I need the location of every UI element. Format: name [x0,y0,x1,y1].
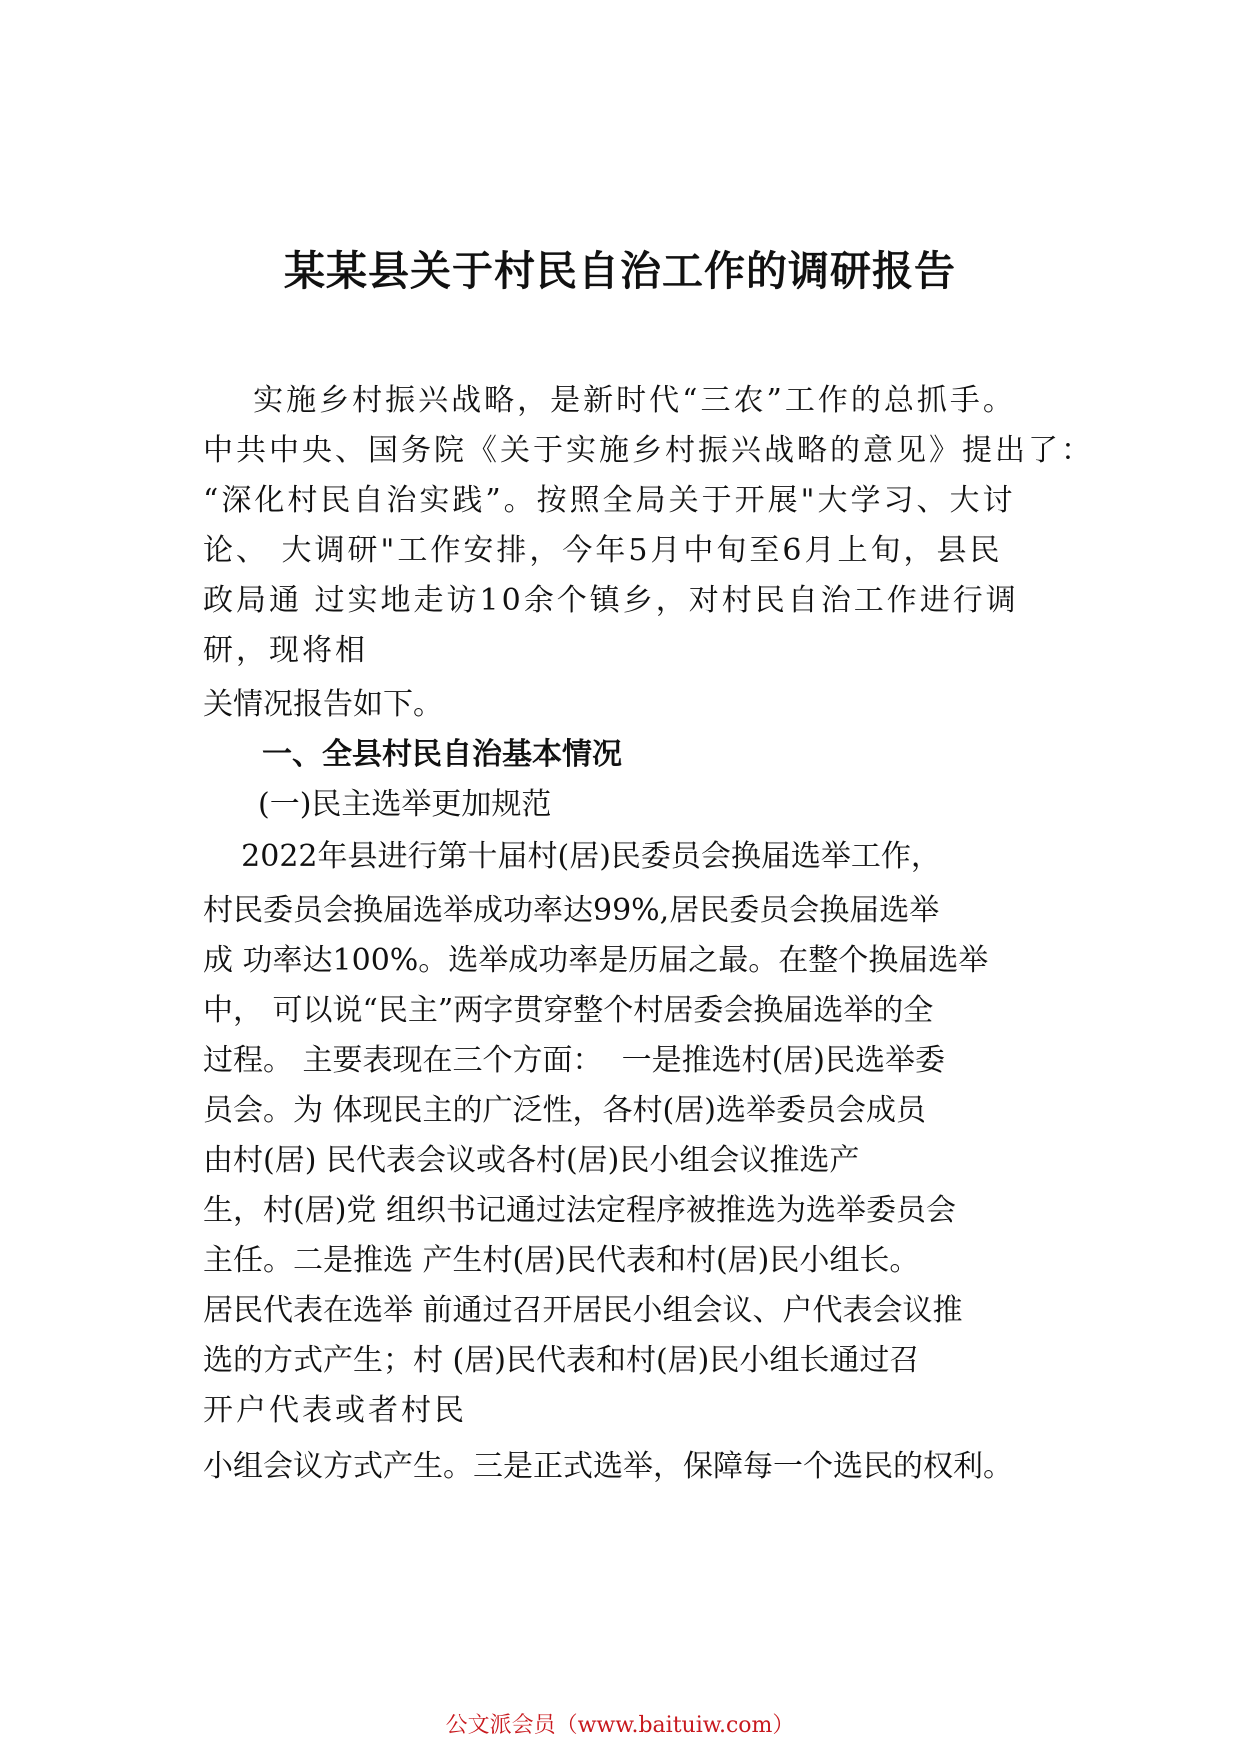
body-line: 开户代表或者村民 [203,1393,467,1428]
footer-watermark-link[interactable]: 公文派会员（www.baituiw.com） [445,1713,795,1738]
section-heading: 一、全县村民自治基本情况 [262,737,622,772]
body-line: 小组会议方式产生。三是正式选举，保障每一个选民的权利。 [203,1449,1013,1484]
body-line: 由村(居) 民代表会议或各村(居)民小组会议推选产 [203,1143,860,1178]
body-line: 村民委员会换届选举成功率达99%,居民委员会换届选举 [203,893,940,928]
document-title: 某某县关于村民自治工作的调研报告 [284,247,956,295]
body-line: 成 功率达100%。选举成功率是历届之最。在整个换届选举 [203,943,989,978]
intro-line: 政局通 过实地走访10余个镇乡，对村民自治工作进行调 [203,583,1019,618]
subsection-heading: (一)民主选举更加规范 [258,787,552,822]
body-line: 2022年县进行第十届村(居)民委员会换届选举工作， [203,839,941,874]
body-line: 过程。 主要表现在三个方面： 一是推选村(居)民选举委 [203,1043,946,1078]
intro-line: “深化村民自治实践”。按照全局关于开展"大学习、大讨 [203,483,1016,518]
intro-line: 研，现将相 [203,633,368,668]
body-line: 居民代表在选举 前通过召开居民小组会议、户代表会议推 [203,1293,963,1328]
body-line: 生，村(居)党 组织书记通过法定程序被推选为选举委员会 [203,1193,956,1228]
body-line: 员会。为 体现民主的广泛性，各村(居)选举委员会成员 [203,1093,926,1128]
intro-line: 关情况报告如下。 [203,687,443,722]
body-line: 中， 可以说“民主”两字贯穿整个村居委会换届选举的全 [203,993,934,1028]
intro-line: 实施乡村振兴战略，是新时代“三农”工作的总抓手。 [203,383,1016,418]
body-line: 选的方式产生；村 (居)民代表和村(居)民小组长通过召 [203,1343,920,1378]
intro-line: 论、 大调研"工作安排，今年5月中旬至6月上旬，县民 [203,533,1003,568]
body-line: 主任。二是推选 产生村(居)民代表和村(居)民小组长。 [203,1243,920,1278]
intro-line: 中共中央、国务院《关于实施乡村振兴战略的意见》提出了： [203,433,1094,468]
